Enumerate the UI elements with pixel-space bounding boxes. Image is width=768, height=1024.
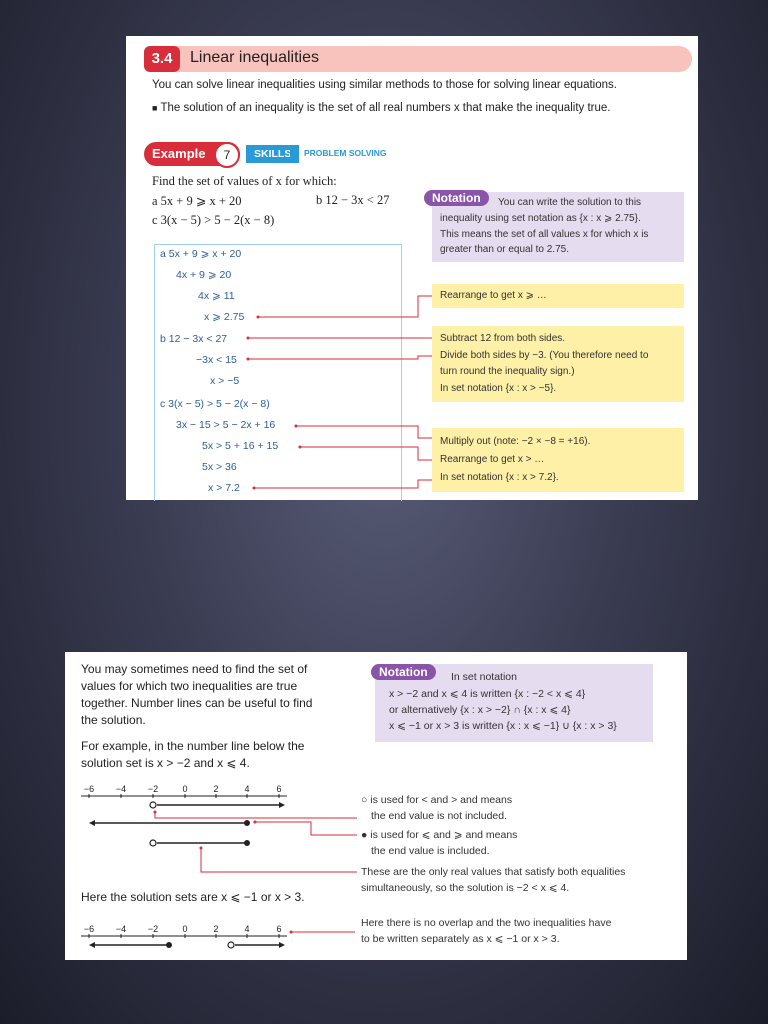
overlap-note: to be written separately as x ⩽ −1 or x > 3. (361, 933, 560, 945)
skill-type: PROBLEM SOLVING (304, 148, 387, 158)
note-c-line: In set notation {x : x > 7.2}. (440, 472, 559, 483)
tick-label: 4 (244, 784, 250, 794)
notation-line: inequality using set notation as {x : x ⩾ 2.75}. (440, 213, 641, 224)
notation-line: greater than or equal to 2.75. (440, 244, 569, 255)
tick-label: 4 (244, 924, 250, 934)
tick-label: −4 (115, 784, 127, 794)
textbook-page-top (126, 36, 698, 500)
work-line: −3x < 15 (196, 354, 237, 366)
closed-circle (244, 820, 250, 826)
notation2-line: In set notation (451, 671, 517, 683)
open-circle (150, 802, 156, 808)
notation2-line: x ⩽ −1 or x > 3 is written {x : x ⩽ −1} ∪ {x : x > 3} (389, 720, 617, 732)
para2-line: For example, in the number line below the (81, 739, 305, 753)
work-line: 3x − 15 > 5 − 2x + 16 (176, 419, 276, 431)
notation2-line: or alternatively {x : x > −2} ∩ {x : x ⩽ 4} (389, 704, 571, 716)
work-line: a 5x + 9 ⩾ x + 20 (160, 248, 242, 260)
closed-circle-note: the end value is included. (371, 845, 490, 857)
para2-line: solution set is x > −2 and x ⩽ 4. (81, 756, 250, 770)
tick-label: 6 (276, 924, 282, 934)
connector-dot (247, 358, 250, 361)
note-rearrange-a: Rearrange to get x ⩾ … (440, 290, 547, 301)
tick-label: 0 (182, 924, 188, 934)
tick-label: 6 (276, 784, 282, 794)
notation-label-2: Notation (371, 664, 436, 680)
connector-line (254, 480, 432, 488)
connector-dot (247, 337, 250, 340)
arrow-right-icon (279, 942, 285, 948)
tick-label: −2 (147, 924, 159, 934)
both-note: These are the only real values that satisfy both equalities (361, 866, 626, 878)
tick-label: 0 (182, 784, 188, 794)
example-label: Example (152, 146, 206, 161)
tick-label: 2 (213, 924, 219, 934)
connector-line (258, 296, 432, 317)
work-line: 4x + 9 ⩾ 20 (176, 269, 232, 281)
bullet-icon: ■ (152, 103, 158, 113)
tick-label: 2 (213, 784, 219, 794)
closed-circle-note: ● is used for ⩽ and ⩾ and means (361, 829, 518, 841)
intro-bullet: ■ The solution of an inequality is the set of all real numbers x that make the inequality true. (152, 102, 611, 114)
notation2-line: x > −2 and x ⩽ 4 is written {x : −2 < x ⩽ 4} (389, 688, 586, 700)
connector-line (155, 812, 357, 818)
para1-line: You may sometimes need to find the set of (81, 662, 308, 676)
work-line: x > −5 (210, 375, 240, 387)
question-c: c 3(x − 5) > 5 − 2(x − 8) (152, 213, 275, 227)
work-line: 5x > 36 (202, 461, 237, 473)
work-line: x > 7.2 (208, 482, 240, 494)
open-circle-note: the end value is not included. (371, 810, 508, 822)
connector-line (300, 447, 432, 460)
here-solution-sets: Here the solution sets are x ⩽ −1 or x > 3. (81, 890, 305, 904)
connector-dot (253, 487, 256, 490)
arrow-left-icon (89, 820, 95, 826)
connector-lines (126, 36, 698, 500)
connector-line (296, 426, 432, 438)
work-line: c 3(x − 5) > 5 − 2(x − 8) (160, 398, 270, 410)
intro-text: You can solve linear inequalities using similar methods to those for solving linear equations. (152, 79, 617, 91)
section-title: Linear inequalities (190, 49, 319, 66)
overlap-note: Here there is no overlap and the two inequalities have (361, 917, 612, 929)
section-number: 3.4 (144, 46, 180, 72)
closed-circle (244, 840, 250, 846)
skills-tag: SKILLS (246, 145, 299, 163)
arrow-right-icon (279, 802, 285, 808)
arrow-left-icon (89, 942, 95, 948)
notation-label: Notation (424, 190, 489, 206)
textbook-page-bottom (65, 652, 687, 960)
note-b-line: Subtract 12 from both sides. (440, 333, 566, 344)
connector-line (201, 848, 357, 872)
work-line: x ⩾ 2.75 (204, 311, 245, 323)
example-number: 7 (214, 142, 240, 168)
question-a: a 5x + 9 ⩾ x + 20 (152, 194, 242, 208)
connector-line (248, 356, 432, 359)
para1-line: the solution. (81, 713, 146, 727)
both-note: simultaneously, so the solution is −2 < x ⩽ 4. (361, 882, 570, 894)
work-line: b 12 − 3x < 27 (160, 333, 228, 345)
connector-dot (257, 316, 260, 319)
work-line: 4x ⩾ 11 (198, 290, 235, 302)
tick-label: −6 (83, 784, 95, 794)
question-b: b 12 − 3x < 27 (316, 193, 390, 207)
connector-dot (299, 446, 302, 449)
open-circle (150, 840, 156, 846)
question-stem: Find the set of values of x for which: (152, 174, 337, 188)
notation-line: You can write the solution to this (498, 197, 642, 208)
work-line: 5x > 5 + 16 + 15 (202, 440, 279, 452)
connector-dot (295, 425, 298, 428)
open-circle-note: ○ is used for < and > and means (361, 794, 513, 806)
para1-line: together. Number lines can be useful to find (81, 696, 313, 710)
tick-label: −2 (147, 784, 159, 794)
open-circle (228, 942, 234, 948)
note-b-line: turn round the inequality sign.) (440, 366, 575, 377)
para1-line: values for which two inequalities are true (81, 679, 298, 693)
note-b-line: Divide both sides by −3. (You therefore need to (440, 350, 649, 361)
connector-line (255, 822, 357, 835)
tick-label: −4 (115, 924, 127, 934)
notation-line: This means the set of all values x for which x is (440, 229, 649, 240)
note-c-line: Rearrange to get x > … (440, 454, 545, 465)
closed-circle (166, 942, 172, 948)
note-b-line: In set notation {x : x > −5}. (440, 383, 557, 394)
note-c-line: Multiply out (note: −2 × −8 = +16). (440, 436, 591, 447)
tick-label: −6 (83, 924, 95, 934)
